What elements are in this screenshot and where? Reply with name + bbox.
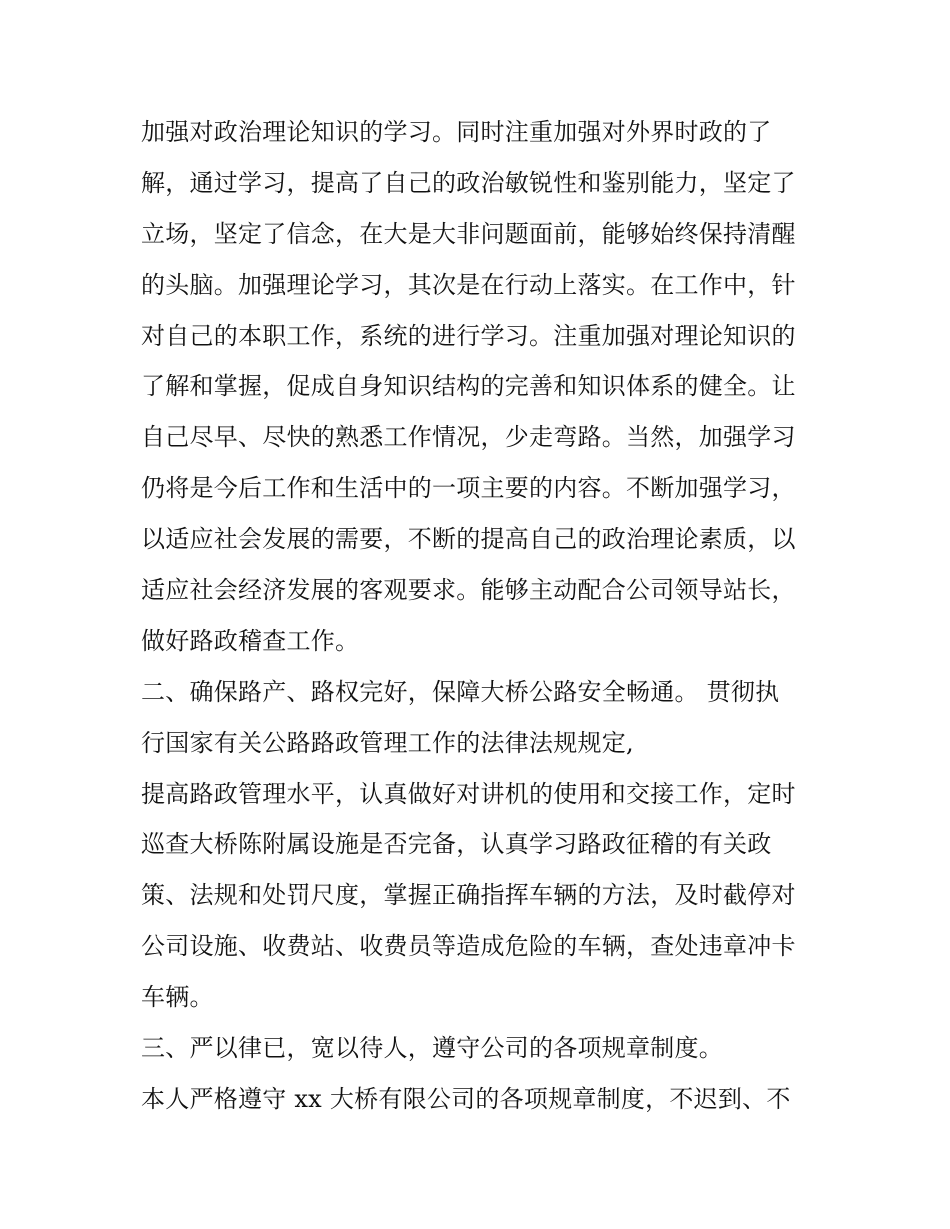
text-line: 行国家有关公路路政管理工作的法律法规规定, bbox=[141, 728, 634, 757]
text-line: 加强对政治理论知识的学习。同时注重加强对外界时政的了 bbox=[141, 118, 772, 146]
section-heading-3: 三、严以律已，宽以待人，遵守公司的各项规章制度。 bbox=[141, 1034, 723, 1063]
text-line: 自己尽早、尽快的熟悉工作情况，少走弯路。当然，加强学习 bbox=[141, 423, 796, 452]
text-line: 对自己的本职工作，系统的进行学习。注重加强对理论知识的 bbox=[141, 321, 796, 350]
text-line: 公司设施、收费站、收费员等造成危险的车辆，查处违章冲卡 bbox=[141, 932, 796, 961]
text-line: 适应社会经济发展的客观要求。能够主动配合公司领导站长， bbox=[141, 576, 796, 605]
text-line: 解，通过学习，提高了自己的政治敏锐性和鉴别能力，坚定了 bbox=[141, 168, 796, 197]
text-line: 提高路政管理水平，认真做好对讲机的使用和交接工作，定时 bbox=[141, 779, 796, 808]
text-line: 了解和掌握，促成自身知识结构的完善和知识体系的健全。让 bbox=[141, 372, 796, 401]
text-line: 本人严格遵守 xx 大桥有限公司的各项规章制度，不迟到、不 bbox=[141, 1084, 791, 1113]
text-line: 车辆。 bbox=[141, 983, 214, 1012]
text-line: 巡查大桥陈附属设施是否完备，认真学习路政征稽的有关政 bbox=[141, 830, 772, 859]
text-line: 做好路政稽查工作。 bbox=[141, 626, 360, 655]
text-line: 的头脑。加强理论学习，其次是在行动上落实。在工作中，针 bbox=[141, 270, 796, 299]
text-line: 以适应社会发展的需要，不断的提高自己的政治理论素质，以 bbox=[141, 525, 796, 554]
section-heading-2: 二、确保路产、路权完好，保障大桥公路安全畅通。 贯彻执 bbox=[141, 677, 780, 706]
text-line: 仍将是今后工作和生活中的一项主要的内容。不断加强学习， bbox=[141, 474, 796, 503]
text-line: 立场，坚定了信念，在大是大非问题面前，能够始终保持清醒 bbox=[141, 219, 796, 248]
text-line: 策、法规和处罚尺度，掌握正确指挥车辆的方法，及时截停对 bbox=[141, 881, 796, 910]
body-text bbox=[141, 107, 821, 1125]
